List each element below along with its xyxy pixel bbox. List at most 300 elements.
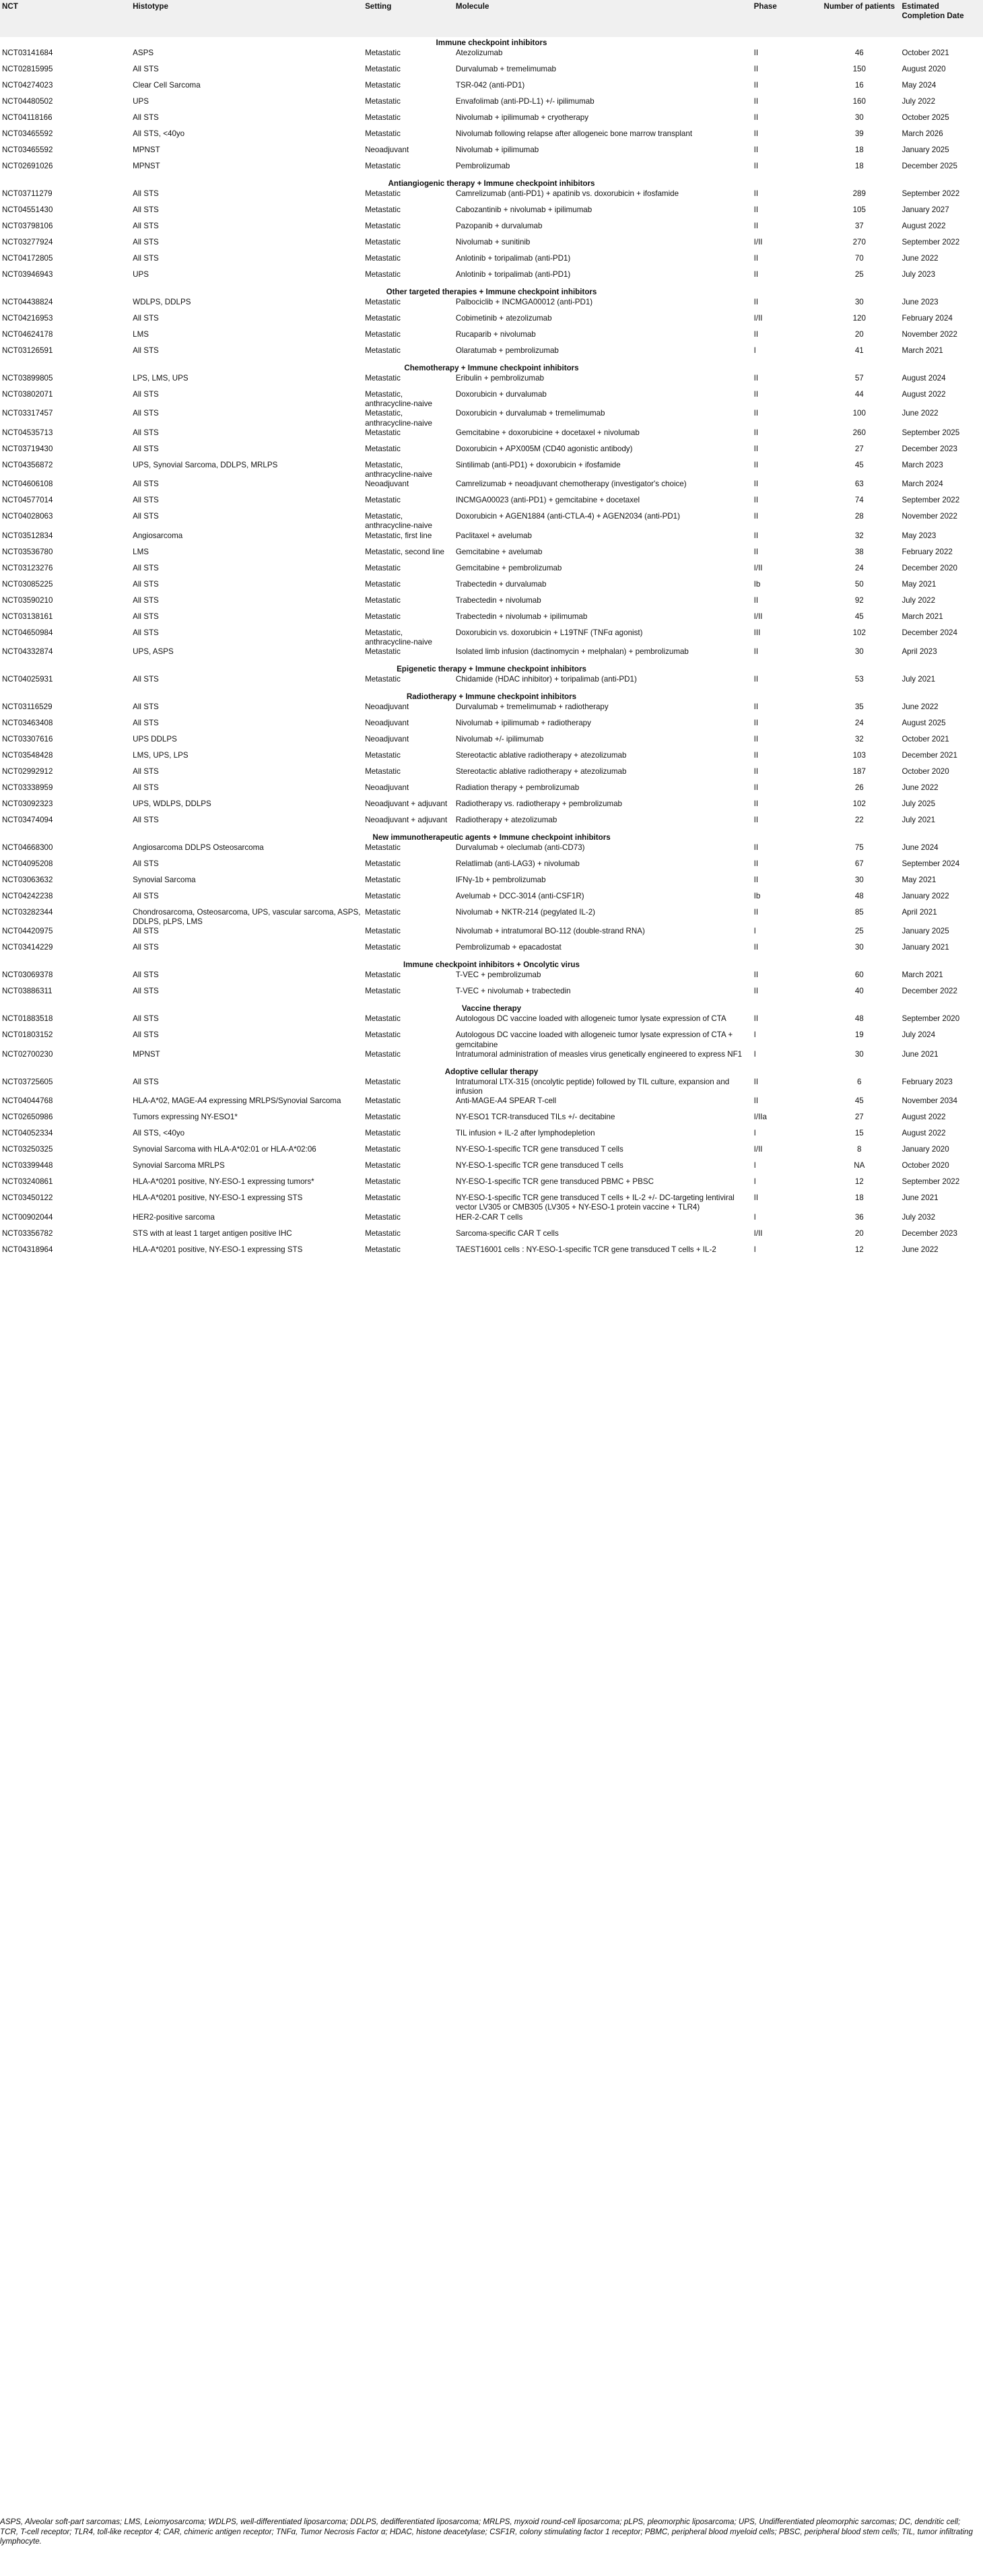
cell-setting: Neoadjuvant + adjuvant [365, 816, 448, 825]
cell-patients: 270 [852, 238, 866, 246]
cell-histotype: Synovial Sarcoma MRLPS [133, 1161, 225, 1170]
cell-nct: NCT00902044 [2, 1212, 53, 1222]
cell-molecule: Gemcitabine + avelumab [455, 547, 543, 556]
table-row [0, 1096, 983, 1113]
cell-phase: II [753, 254, 759, 263]
cell-molecule: Nivolumab + ipilimumab + radiotherapy [455, 719, 591, 728]
cell-histotype: All STS [133, 496, 159, 505]
cell-patients: 16 [854, 81, 864, 90]
cell-molecule: NY-ESO-1-specific TCR gene transduced T cells + IL-2 +/- DC-targeting lentiviral vector LV305 or CMB305 (LV305 + NY-ESO-1 protein vaccine + TLR4) [455, 1193, 735, 1212]
cell-patients: 46 [854, 48, 864, 57]
cell-completion-date: January 2025 [902, 927, 949, 936]
cell-molecule: Anlotinib + toripalimab (anti-PD1) [455, 254, 571, 263]
cell-setting: Neoadjuvant + adjuvant [365, 799, 448, 809]
cell-phase: II [753, 298, 759, 306]
cell-histotype: UPS, WDLPS, DDLPS [133, 799, 211, 809]
cell-setting: Metastatic [365, 751, 401, 760]
table-row [0, 1245, 983, 1261]
cell-histotype: All STS [133, 563, 159, 572]
cell-molecule: Stereotactic ablative radiotherapy + atezolizumab [455, 767, 627, 777]
table-row [0, 189, 983, 205]
cell-phase: II [753, 816, 759, 825]
table-row [0, 816, 983, 832]
cell-setting: Metastatic [365, 189, 401, 198]
cell-molecule: Cabozantinib + nivolumab + ipilimumab [455, 205, 592, 214]
cell-completion-date: February 2023 [902, 1077, 953, 1086]
cell-molecule: Palbociclib + INCMGA00012 (anti-PD1) [455, 298, 593, 306]
cell-patients: 100 [852, 409, 866, 418]
cell-molecule: Durvalumab + oleclumab (anti-CD73) [455, 843, 585, 853]
cell-completion-date: October 2021 [902, 735, 949, 744]
cell-completion-date: June 2024 [902, 843, 939, 853]
cell-completion-date: March 2021 [902, 346, 943, 355]
cell-completion-date: September 2022 [902, 496, 960, 505]
table-row [0, 409, 983, 428]
cell-completion-date: March 2023 [902, 460, 943, 469]
table-row [0, 205, 983, 222]
cell-completion-date: February 2022 [902, 547, 953, 556]
cell-phase: II [753, 480, 759, 489]
table-row [0, 719, 983, 735]
cell-completion-date: March 2021 [902, 612, 943, 621]
cell-setting: Metastatic [365, 444, 401, 453]
cell-setting: Metastatic [365, 298, 401, 306]
cell-molecule: Durvalumab + tremelimumab + radiotherapy [455, 702, 609, 712]
cell-completion-date: June 2022 [902, 702, 939, 712]
cell-histotype: UPS, ASPS [133, 647, 174, 657]
cell-completion-date: August 2020 [902, 65, 946, 73]
cell-completion-date: January 2022 [902, 892, 949, 901]
cell-setting: Metastatic [365, 1145, 401, 1154]
table-row [0, 612, 983, 628]
cell-setting: Metastatic, anthracycline-naive [365, 390, 432, 409]
cell-phase: II [753, 205, 759, 214]
cell-nct: NCT03240861 [2, 1177, 53, 1187]
header-setting: Setting [363, 0, 454, 37]
cell-nct: NCT03317457 [2, 409, 53, 418]
cell-completion-date: May 2024 [902, 81, 937, 90]
cell-patients: 24 [854, 563, 864, 572]
table-row [0, 162, 983, 178]
cell-patients: 19 [854, 1030, 864, 1040]
cell-molecule: TSR-042 (anti-PD1) [455, 81, 525, 90]
cell-setting: Metastatic [365, 81, 401, 90]
cell-phase: II [753, 859, 759, 869]
cell-nct: NCT04274023 [2, 81, 53, 90]
cell-phase: I [753, 1129, 756, 1138]
cell-nct: NCT03450122 [2, 1193, 53, 1203]
cell-phase: I [753, 1177, 756, 1187]
cell-setting: Metastatic, anthracycline-naive [365, 460, 432, 480]
cell-patients: 160 [852, 97, 866, 106]
cell-setting: Metastatic [365, 563, 401, 572]
table-row [0, 1213, 983, 1229]
cell-phase: II [753, 428, 759, 437]
cell-molecule: T-VEC + nivolumab + trabectedin [455, 987, 571, 996]
cell-molecule: Trabectedin + durvalumab [455, 579, 547, 589]
cell-histotype: All STS [133, 783, 159, 793]
cell-patients: 57 [854, 374, 864, 383]
table-body [0, 37, 983, 1261]
cell-patients: 41 [854, 346, 864, 355]
cell-setting: Metastatic [365, 1049, 401, 1059]
cell-histotype: UPS, Synovial Sarcoma, DDLPS, MRLPS [133, 460, 278, 469]
cell-histotype: LMS [133, 547, 149, 556]
cell-setting: Metastatic [365, 97, 401, 106]
cell-molecule: Envafolimab (anti-PD-L1) +/- ipilimumab [455, 97, 595, 106]
cell-setting: Metastatic [365, 675, 401, 684]
table-row [0, 987, 983, 1003]
cell-completion-date: September 2022 [902, 189, 960, 198]
cell-phase: II [753, 81, 759, 90]
cell-setting: Neoadjuvant [365, 735, 409, 744]
cell-completion-date: June 2021 [902, 1193, 939, 1203]
cell-nct: NCT03141684 [2, 48, 53, 57]
cell-nct: NCT03356782 [2, 1228, 53, 1238]
cell-patients: 70 [854, 254, 864, 263]
cell-completion-date: April 2021 [902, 908, 937, 917]
cell-nct: NCT04216953 [2, 314, 53, 323]
cell-patients: 25 [854, 270, 864, 279]
cell-histotype: Angiosarcoma DDLPS Osteosarcoma [133, 843, 264, 853]
table-row [0, 531, 983, 548]
table-row [0, 444, 983, 461]
table-row [0, 876, 983, 892]
table-row [0, 943, 983, 959]
cell-nct: NCT02650986 [2, 1113, 53, 1122]
cell-patients: 48 [854, 1014, 864, 1024]
cell-histotype: All STS [133, 816, 159, 825]
cell-histotype: HLA-A*02, MAGE-A4 expressing MRLPS/Synovial Sarcoma [133, 1096, 341, 1106]
cell-molecule: Nivolumab following relapse after allogeneic bone marrow transplant [455, 129, 693, 138]
cell-phase: II [753, 48, 759, 57]
cell-nct: NCT03590210 [2, 595, 53, 605]
cell-setting: Neoadjuvant [365, 702, 409, 712]
cell-setting: Metastatic, anthracycline-naive [365, 409, 432, 428]
cell-setting: Neoadjuvant [365, 480, 409, 489]
cell-nct: NCT03536780 [2, 547, 53, 556]
cell-nct: NCT03414229 [2, 943, 53, 952]
category-heading: Epigenetic therapy + Immune checkpoint inhibitors [397, 665, 586, 674]
cell-nct: NCT04318964 [2, 1245, 53, 1254]
cell-molecule: Radiotherapy vs. radiotherapy + pembrolizumab [455, 799, 622, 809]
table-row [0, 1129, 983, 1145]
cell-molecule: Nivolumab + NKTR-214 (pegylated IL-2) [455, 908, 595, 917]
cell-histotype: UPS [133, 97, 149, 106]
cell-nct: NCT04052334 [2, 1129, 53, 1138]
category-row [0, 286, 983, 298]
cell-patients: 28 [854, 512, 864, 521]
cell-setting: Metastatic [365, 595, 401, 605]
cell-phase: II [753, 595, 759, 605]
cell-phase: II [753, 409, 759, 418]
table-row [0, 580, 983, 596]
cell-setting: Metastatic [365, 987, 401, 996]
cell-nct: NCT04480502 [2, 97, 53, 106]
cell-setting: Metastatic [365, 647, 401, 657]
cell-setting: Metastatic [365, 270, 401, 279]
cell-patients: 8 [857, 1145, 862, 1154]
cell-molecule: HER-2-CAR T cells [455, 1212, 523, 1222]
cell-completion-date: January 2027 [902, 205, 949, 214]
category-row [0, 1003, 983, 1014]
cell-patients: 150 [852, 65, 866, 73]
cell-histotype: UPS [133, 270, 149, 279]
cell-molecule: Nivolumab + intratumoral BO-112 (double-strand RNA) [455, 927, 645, 936]
table-row [0, 81, 983, 97]
cell-molecule: Gemcitabine + doxorubicine + docetaxel + nivolumab [455, 428, 640, 437]
cell-nct: NCT04242238 [2, 892, 53, 901]
cell-histotype: All STS [133, 628, 159, 637]
cell-phase: II [753, 330, 759, 339]
table-row [0, 374, 983, 390]
clinical-trials-table [0, 0, 983, 1261]
cell-phase: I [753, 1049, 756, 1059]
cell-phase: I [753, 1245, 756, 1254]
cell-setting: Metastatic [365, 65, 401, 73]
cell-completion-date: June 2022 [902, 409, 939, 418]
cell-molecule: Pembrolizumab [455, 162, 510, 170]
category-heading: Other targeted therapies + Immune checkpoint inhibitors [386, 288, 597, 296]
cell-phase: II [753, 943, 759, 952]
category-heading: Radiotherapy + Immune checkpoint inhibitors [406, 692, 577, 702]
cell-histotype: All STS [133, 1030, 159, 1040]
cell-molecule: Pazopanib + durvalumab [455, 222, 543, 230]
cell-setting: Metastatic [365, 1077, 401, 1086]
cell-molecule: Autologous DC vaccine loaded with allogeneic tumor lysate expression of CTA + gemcitabine [455, 1030, 733, 1049]
table-row [0, 145, 983, 162]
cell-patients: 26 [854, 783, 864, 793]
cell-histotype: WDLPS, DDLPS [133, 298, 191, 306]
table-row [0, 129, 983, 145]
category-heading: Adoptive cellular therapy [444, 1067, 539, 1076]
cell-nct: NCT04438824 [2, 298, 53, 306]
cell-patients: 20 [854, 330, 864, 339]
cell-nct: NCT03063632 [2, 876, 53, 885]
cell-setting: Metastatic [365, 970, 401, 980]
cell-patients: 30 [854, 1049, 864, 1059]
cell-completion-date: January 2021 [902, 943, 949, 952]
cell-histotype: All STS [133, 702, 159, 712]
cell-setting: Metastatic, first line [365, 531, 432, 540]
cell-nct: NCT03123276 [2, 563, 53, 572]
table-row [0, 892, 983, 908]
cell-phase: II [753, 908, 759, 917]
cell-setting: Metastatic [365, 1014, 401, 1024]
cell-histotype: All STS [133, 65, 159, 73]
cell-completion-date: December 2023 [902, 1228, 957, 1238]
cell-nct: NCT04650984 [2, 628, 53, 637]
cell-setting: Metastatic [365, 1129, 401, 1138]
cell-histotype: All STS [133, 390, 159, 399]
table-footnote: ASPS, Alveolar soft-part sarcomas; LMS, Leiomyosarcoma; WDLPS, well-differentiated liposarcoma; DDLPS, dedifferentiated liposarcoma; MRLPS, myxoid round-cell liposarcoma; pLPS, pleomorphic liposarcoma; UPS, Undifferentiated pleomorphic sarcomas; DC, dendritic cell; TCR, T-cell receptor; TLR4, toll-like receptor 4; CAR, chimeric antigen receptor; TNFα, Tumor Necrosis Factor α; HDAC, histone deacetylase; CSF1R, colony stimulating factor 1 receptor; PBMC, peripheral blood myeloid cells; PBSC, peripheral blood stem cells; TIL, tumor infiltrating lymphocyte. [0, 2517, 973, 2546]
cell-phase: II [753, 1014, 759, 1024]
table-row [0, 346, 983, 362]
cell-phase: II [753, 189, 759, 198]
table-row [0, 767, 983, 783]
cell-setting: Metastatic [365, 876, 401, 885]
cell-histotype: Synovial Sarcoma [133, 876, 196, 885]
cell-molecule: Radiotherapy + atezolizumab [455, 816, 557, 825]
cell-phase: I [753, 1161, 756, 1170]
cell-histotype: All STS, <40yo [133, 1129, 185, 1138]
cell-setting: Metastatic [365, 374, 401, 383]
cell-nct: NCT03512834 [2, 531, 53, 540]
cell-histotype: All STS [133, 346, 159, 355]
cell-completion-date: June 2022 [902, 254, 939, 263]
cell-nct: NCT03116529 [2, 702, 53, 712]
cell-completion-date: December 2023 [902, 444, 957, 453]
table-row [0, 97, 983, 113]
cell-nct: NCT03465592 [2, 145, 53, 154]
cell-molecule: Trabectedin + nivolumab [455, 595, 541, 605]
cell-nct: NCT03282344 [2, 908, 53, 917]
cell-molecule: Olaratumab + pembrolizumab [455, 346, 559, 355]
cell-molecule: Cobimetinib + atezolizumab [455, 314, 552, 323]
category-row [0, 1066, 983, 1078]
cell-phase: II [753, 970, 759, 980]
cell-phase: I [753, 927, 756, 936]
table-row [0, 548, 983, 564]
cell-molecule: Anti-MAGE-A4 SPEAR T-cell [455, 1096, 557, 1106]
cell-completion-date: July 2022 [902, 595, 936, 605]
cell-phase: II [753, 799, 759, 809]
cell-molecule: Doxorubicin + AGEN1884 (anti-CTLA-4) + AGEN2034 (anti-PD1) [455, 512, 680, 521]
cell-histotype: All STS [133, 987, 159, 996]
cell-nct: NCT02992912 [2, 767, 53, 777]
cell-nct: NCT04356872 [2, 460, 53, 469]
cell-molecule: Rucaparib + nivolumab [455, 330, 536, 339]
cell-nct: NCT01883518 [2, 1014, 53, 1024]
cell-phase: II [753, 783, 759, 793]
cell-phase: II [753, 647, 759, 657]
cell-histotype: All STS [133, 428, 159, 437]
table-row [0, 843, 983, 859]
cell-molecule: TAEST16001 cells : NY-ESO-1-specific TCR gene transduced T cells + IL-2 [455, 1245, 716, 1254]
cell-setting: Metastatic [365, 843, 401, 853]
table-row [0, 298, 983, 314]
cell-setting: Metastatic [365, 612, 401, 621]
cell-histotype: All STS [133, 113, 159, 122]
cell-phase: II [753, 97, 759, 106]
cell-completion-date: December 2021 [902, 751, 957, 760]
table-row [0, 222, 983, 238]
cell-nct: NCT03474094 [2, 816, 53, 825]
table-row [0, 1145, 983, 1161]
cell-phase: II [753, 222, 759, 230]
cell-phase: II [753, 390, 759, 399]
cell-patients: 27 [854, 1113, 864, 1122]
cell-setting: Metastatic [365, 1177, 401, 1187]
cell-patients: 20 [854, 1228, 864, 1238]
cell-patients: 53 [854, 675, 864, 684]
cell-patients: 22 [854, 816, 864, 825]
cell-histotype: All STS [133, 254, 159, 263]
cell-nct: NCT02691026 [2, 162, 53, 170]
cell-patients: 48 [854, 892, 864, 901]
cell-completion-date: March 2026 [902, 129, 943, 138]
cell-patients: 38 [854, 547, 864, 556]
cell-histotype: Chondrosarcoma, Osteosarcoma, UPS, vascular sarcoma, ASPS, DDLPS, pLPS, LMS [133, 908, 361, 927]
table-row [0, 702, 983, 719]
cell-completion-date: January 2025 [902, 145, 949, 154]
cell-phase: II [753, 496, 759, 505]
cell-phase: II [753, 129, 759, 138]
header-number-of-patients: Number of patients [819, 0, 900, 37]
cell-patients: 102 [852, 799, 866, 809]
cell-patients: 32 [854, 735, 864, 744]
cell-histotype: LMS, UPS, LPS [133, 751, 189, 760]
cell-patients: 30 [854, 943, 864, 952]
cell-histotype: All STS [133, 1014, 159, 1024]
cell-setting: Metastatic [365, 496, 401, 505]
cell-phase: I [753, 346, 756, 355]
cell-nct: NCT03946943 [2, 270, 53, 279]
cell-phase: I/II [753, 1228, 763, 1238]
cell-molecule: Autologous DC vaccine loaded with allogeneic tumor lysate expression of CTA [455, 1014, 726, 1024]
cell-setting: Metastatic [365, 1096, 401, 1106]
cell-nct: NCT03092323 [2, 799, 53, 809]
cell-molecule: Atezolizumab [455, 48, 503, 57]
table-row [0, 496, 983, 512]
cell-completion-date: May 2021 [902, 579, 937, 589]
cell-molecule: IFNγ-1b + pembrolizumab [455, 876, 546, 885]
cell-nct: NCT03138161 [2, 612, 53, 621]
cell-nct: NCT04535713 [2, 428, 53, 437]
cell-nct: NCT04025931 [2, 675, 53, 684]
cell-molecule: Gemcitabine + pembrolizumab [455, 563, 562, 572]
cell-molecule: Chidamide (HDAC inhibitor) + toripalimab (anti-PD1) [455, 675, 637, 684]
cell-completion-date: December 2025 [902, 162, 957, 170]
cell-phase: II [753, 1193, 759, 1203]
cell-molecule: Nivolumab + ipilimumab + cryotherapy [455, 113, 589, 122]
cell-patients: 44 [854, 390, 864, 399]
cell-setting: Metastatic [365, 1212, 401, 1222]
category-heading: Immune checkpoint inhibitors + Oncolytic virus [403, 960, 580, 970]
table-row [0, 628, 983, 647]
cell-molecule: NY-ESO1 TCR-transduced TILs +/- decitabine [455, 1113, 615, 1122]
cell-completion-date: September 2024 [902, 859, 960, 869]
cell-patients: 24 [854, 719, 864, 728]
cell-histotype: HLA-A*0201 positive, NY-ESO-1 expressing STS [133, 1193, 303, 1203]
cell-nct: NCT03711279 [2, 189, 53, 198]
cell-patients: 30 [854, 876, 864, 885]
cell-completion-date: November 2022 [902, 512, 957, 521]
cell-histotype: All STS [133, 579, 159, 589]
cell-phase: II [753, 547, 759, 556]
cell-histotype: All STS [133, 595, 159, 605]
cell-patients: 103 [852, 751, 866, 760]
category-heading: Antiangiogenic therapy + Immune checkpoint inhibitors [388, 179, 595, 188]
cell-nct: NCT04332874 [2, 647, 53, 657]
cell-histotype: All STS [133, 612, 159, 621]
cell-completion-date: September 2020 [902, 1014, 960, 1024]
cell-histotype: LPS, LMS, UPS [133, 374, 189, 383]
cell-setting: Metastatic [365, 330, 401, 339]
cell-histotype: All STS [133, 238, 159, 246]
cell-nct: NCT03719430 [2, 444, 53, 453]
category-heading: Chemotherapy + Immune checkpoint inhibitors [404, 364, 579, 372]
cell-completion-date: June 2023 [902, 298, 939, 306]
cell-histotype: STS with at least 1 target antigen positive IHC [133, 1228, 292, 1238]
cell-completion-date: October 2020 [902, 1161, 949, 1170]
table-row [0, 1161, 983, 1177]
cell-setting: Metastatic [365, 205, 401, 214]
table-row [0, 675, 983, 691]
cell-molecule: NY-ESO-1-specific TCR gene transduced T cells [455, 1145, 623, 1154]
table-row [0, 461, 983, 480]
cell-patients: NA [854, 1161, 865, 1170]
